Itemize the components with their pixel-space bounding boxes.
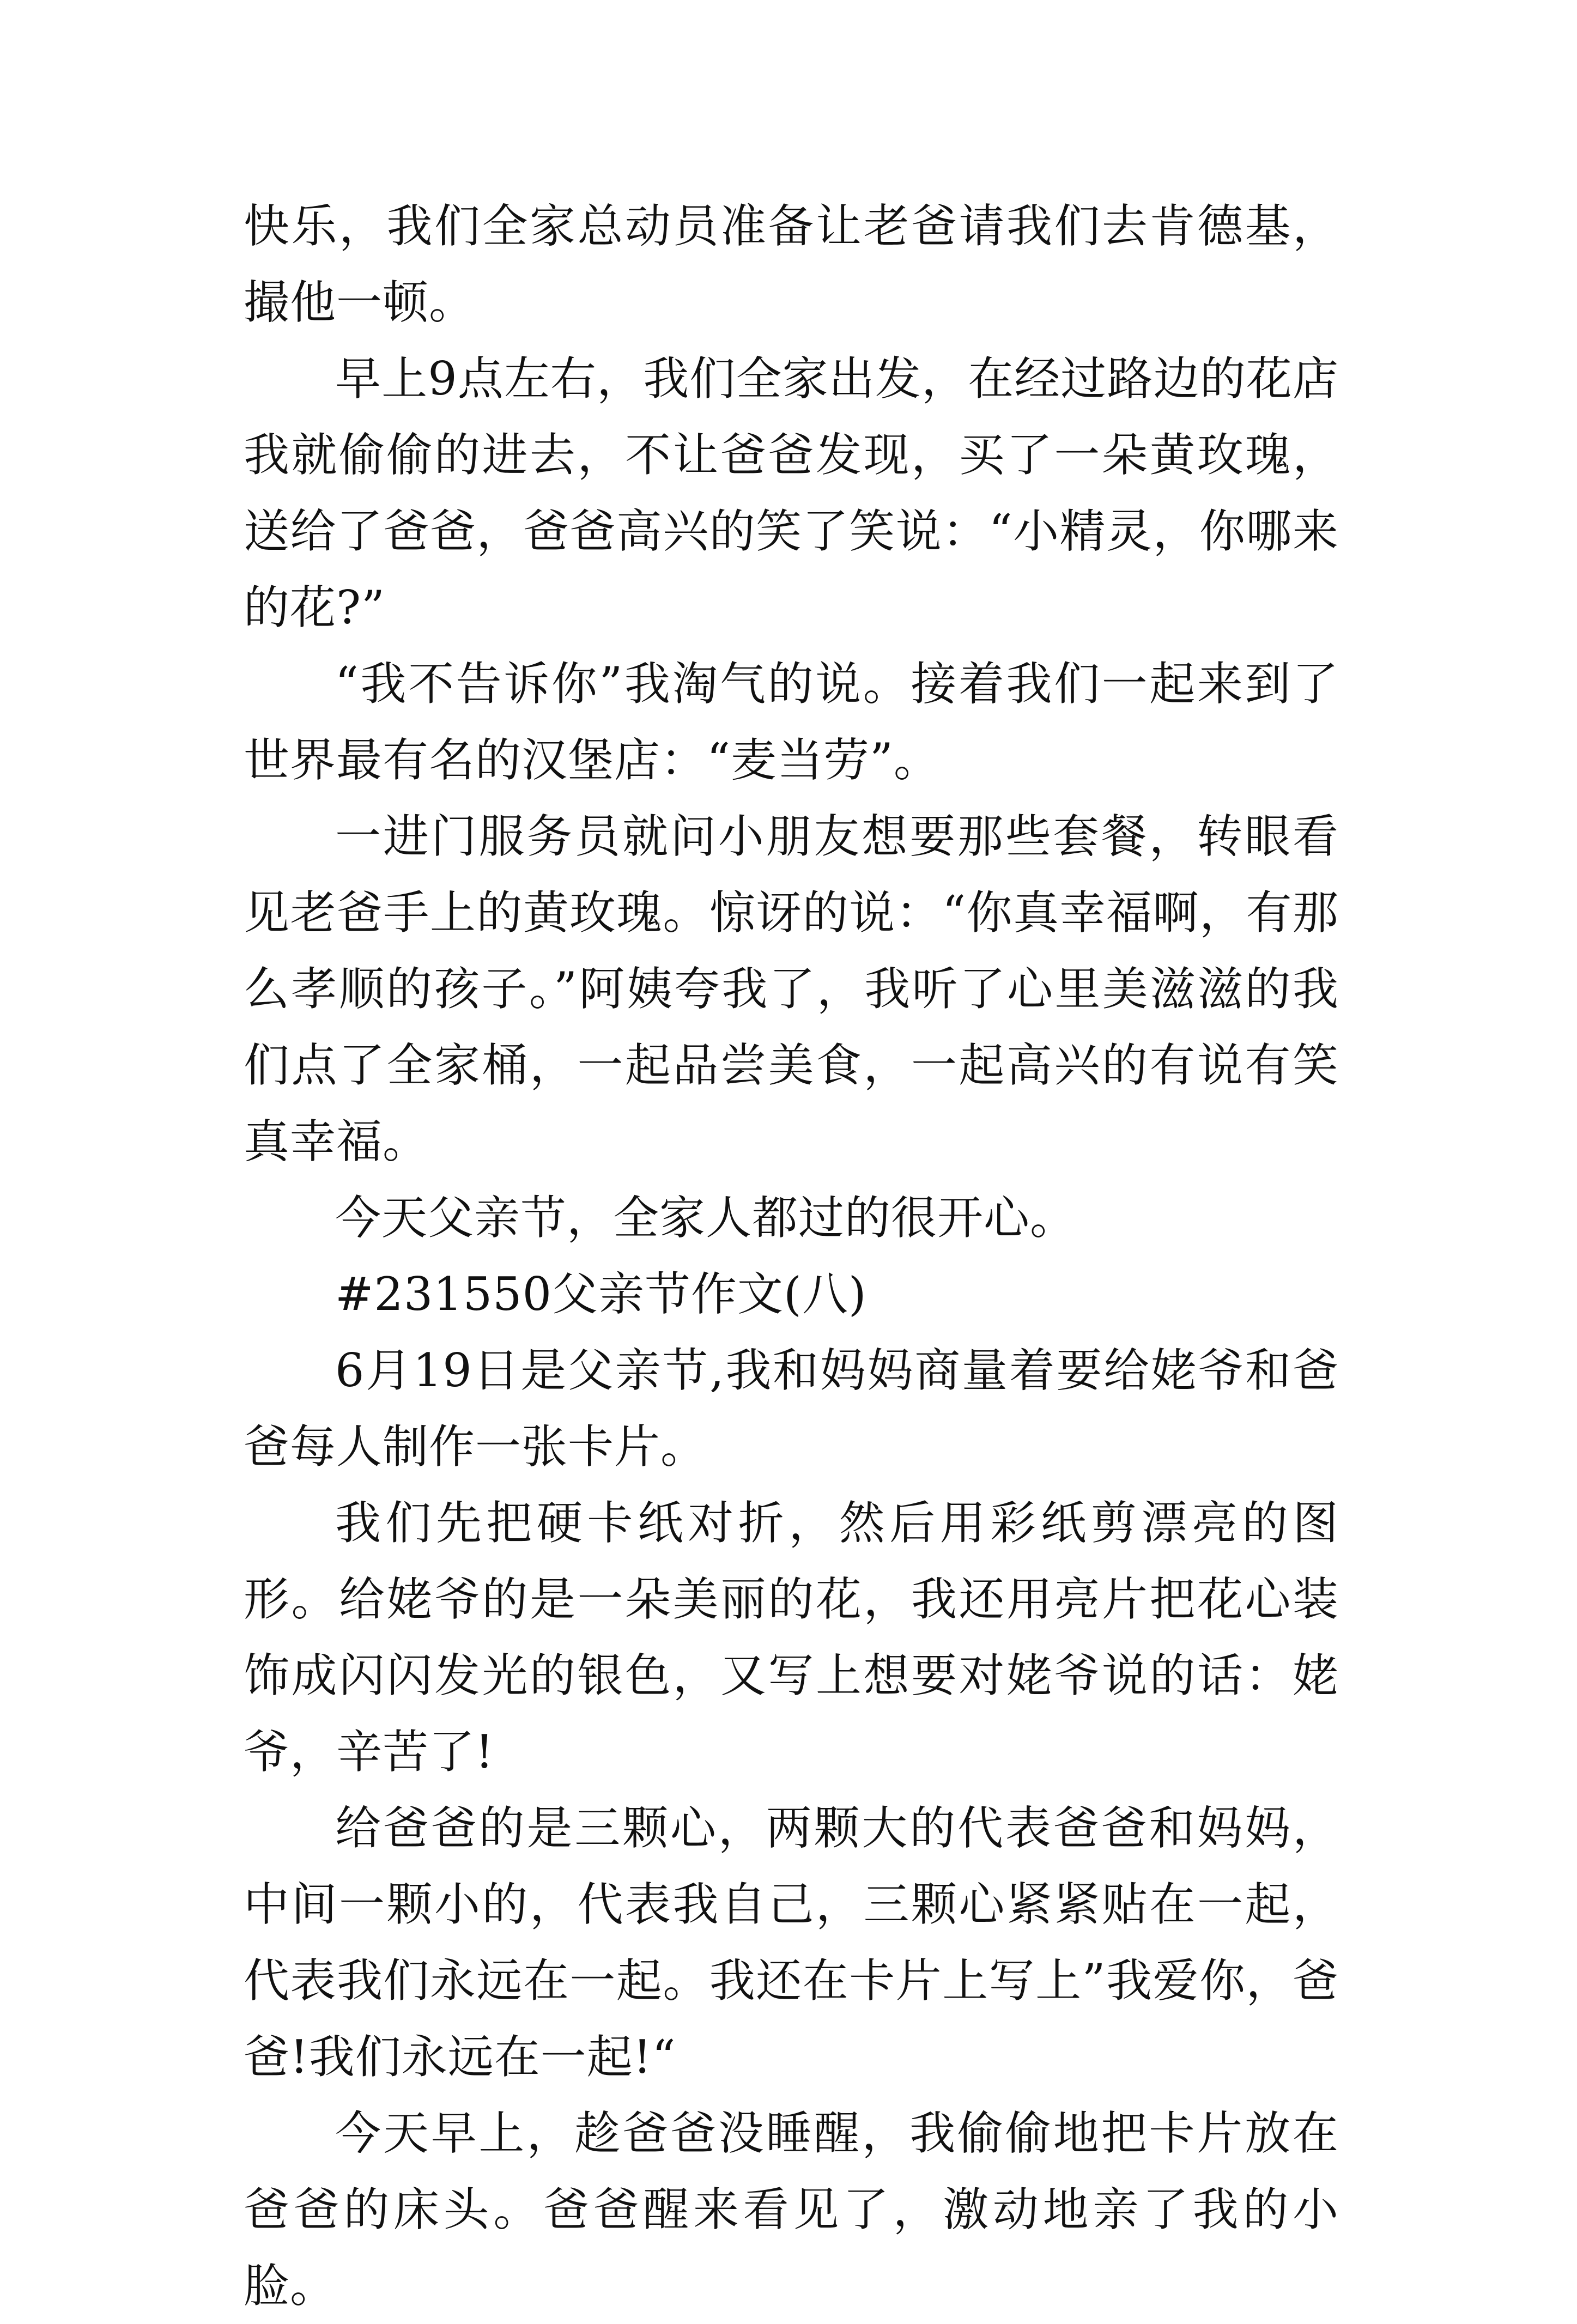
- paragraph-7: 6月19日是父亲节,我和妈妈商量着要给姥爷和爸爸每人制作一张卡片。: [244, 1344, 1339, 1473]
- section-heading: #231550父亲节作文(八): [335, 1267, 867, 1321]
- paragraph-10: 今天早上，趁爸爸没睡醒，我偷偷地把卡片放在爸爸的床头。爸爸醒来看见了，激动地亲了我的小脸。: [244, 2107, 1339, 2313]
- document-body: [244, 188, 1339, 2324]
- paragraph-2: 早上9点左右，我们全家出发，在经过路边的花店我就偷偷的进去，不让爸爸发现，买了一朵黄玫瑰，送给了爸爸，爸爸高兴的笑了笑说：“小精灵，你哪来的花?”: [244, 352, 1339, 634]
- paragraph-8: 我们先把硬卡纸对折，然后用彩纸剪漂亮的图形。给姥爷的是一朵美丽的花，我还用亮片把花心装饰成闪闪发光的银色，又写上想要对姥爷说的话：姥爷，辛苦了!: [244, 1496, 1339, 1779]
- paragraph-1: 快乐，我们全家总动员准备让老爸请我们去肯德基，撮他一顿。: [244, 199, 1339, 329]
- paragraph-4: 一进门服务员就问小朋友想要那些套餐，转眼看见老爸手上的黄玫瑰。惊讶的说：“你真幸福啊，有那么孝顺的孩子。”阿姨夸我了，我听了心里美滋滋的我们点了全家桶，一起品尝美食，一起高兴的有说有笑真幸福。: [244, 810, 1339, 1168]
- paragraph-9: 给爸爸的是三颗心，两颗大的代表爸爸和妈妈，中间一颗小的，代表我自己，三颗心紧紧贴在一起，代表我们永远在一起。我还在卡片上写上”我爱你，爸爸!我们永远在一起!“: [244, 1801, 1339, 2084]
- paragraph-3: “我不告诉你”我淘气的说。接着我们一起来到了世界最有名的汉堡店：“麦当劳”。: [244, 657, 1339, 787]
- paragraph-5: 今天父亲节，全家人都过的很开心。: [335, 1191, 1077, 1245]
